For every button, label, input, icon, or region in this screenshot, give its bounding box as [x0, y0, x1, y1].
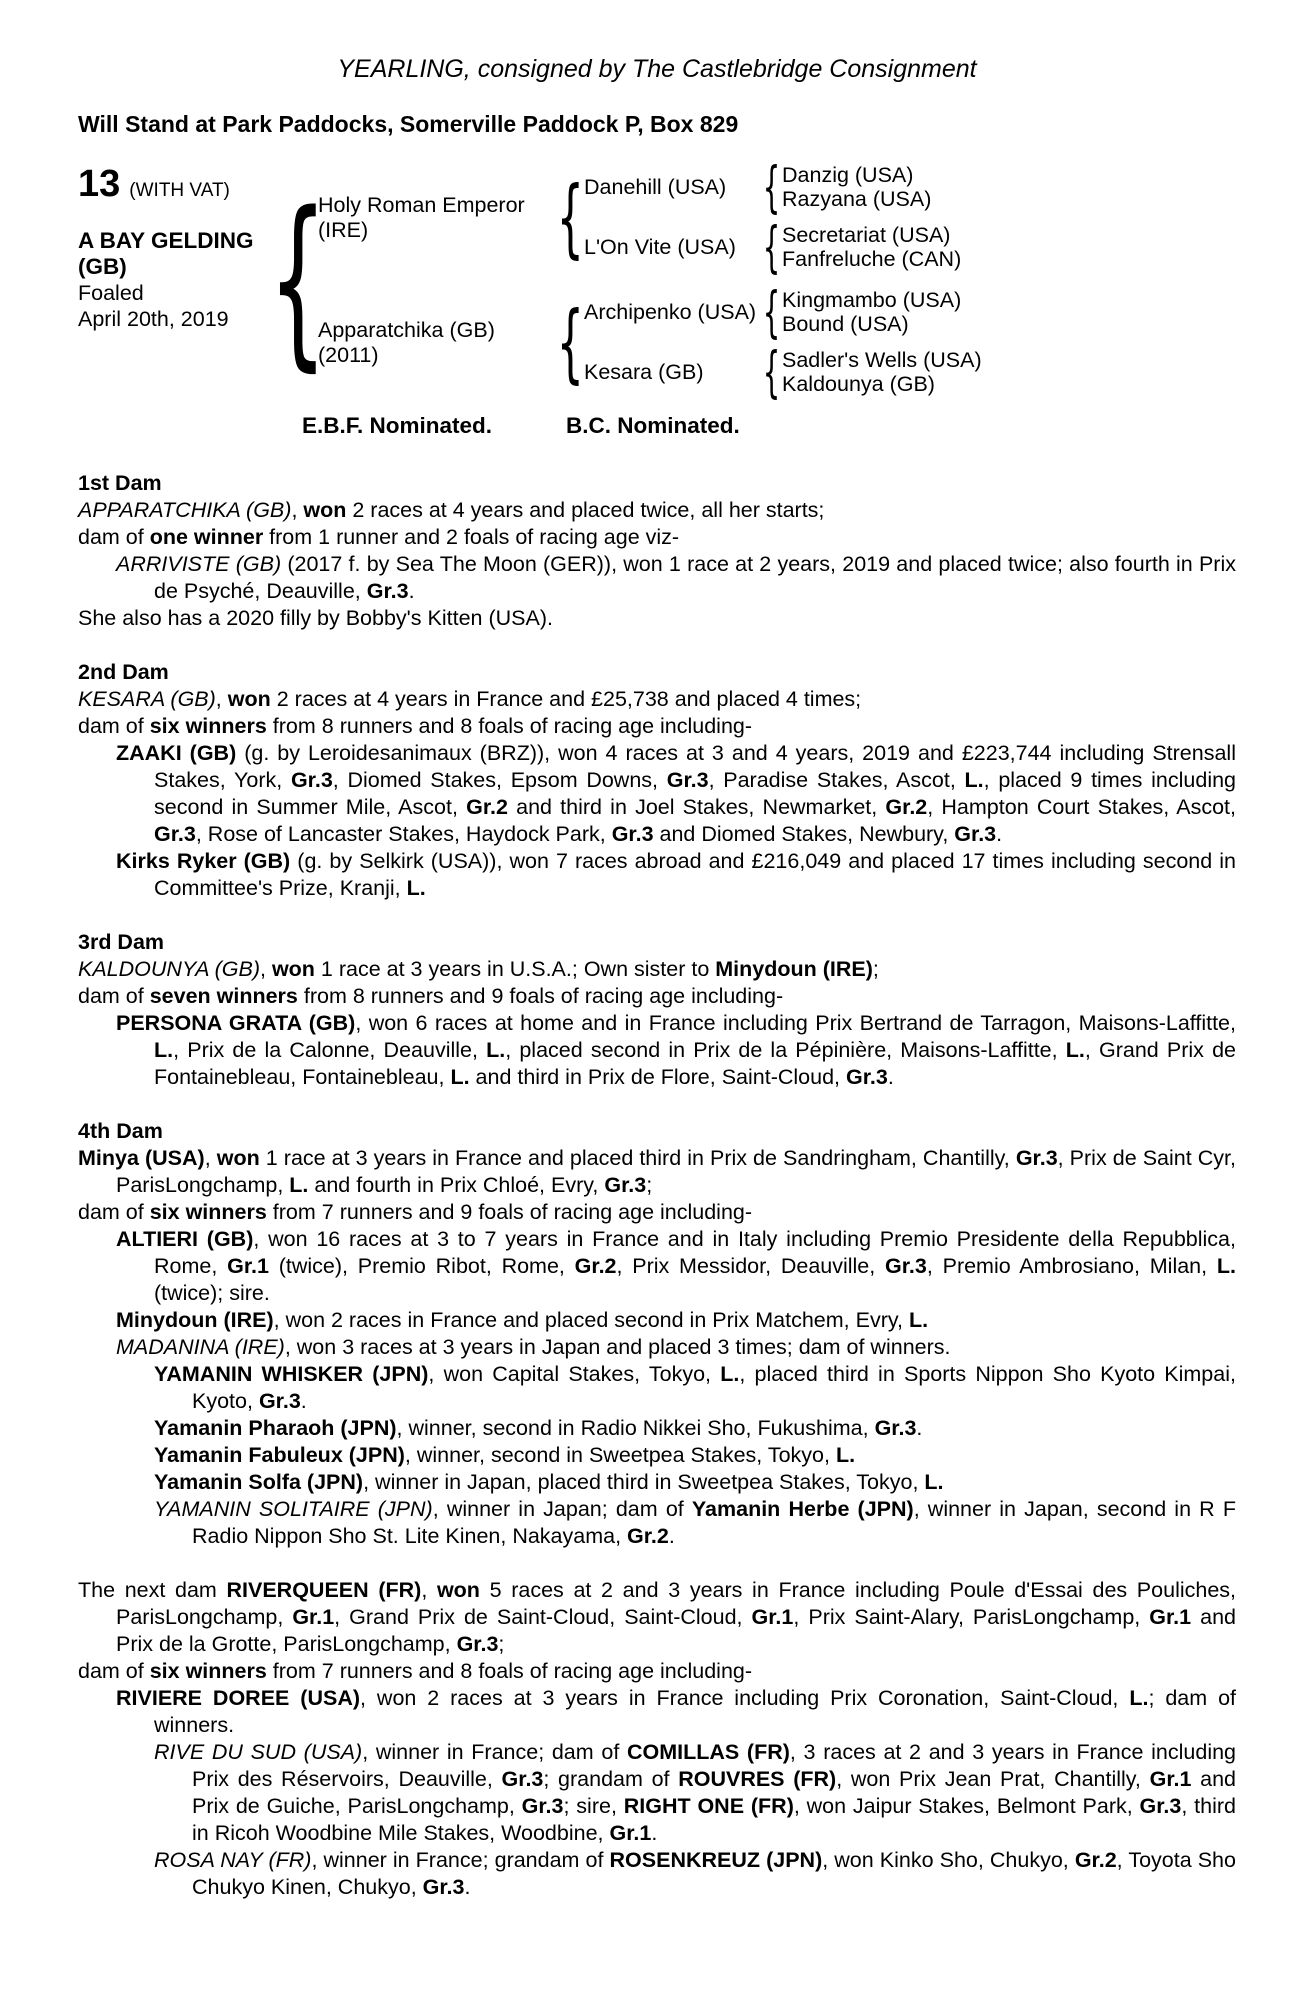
section-heading: 2nd Dam: [78, 660, 169, 684]
text-segment: Gr.1: [751, 1605, 794, 1629]
text-segment: ,: [215, 687, 228, 711]
text-segment: and third in Joel Stakes, Newmarket,: [507, 795, 886, 819]
sire-dam-name: L'On Vite (USA): [584, 235, 736, 259]
text-segment: Gr.3: [874, 1416, 917, 1440]
text-segment: COMILLAS (FR): [626, 1740, 790, 1764]
text-segment: won: [303, 498, 347, 522]
text-segment: ZAAKI (GB): [116, 741, 237, 765]
text-segment: ,: [204, 1146, 217, 1170]
text-segment: Yamanin Pharaoh (JPN): [154, 1416, 397, 1440]
text-segment: L.: [1065, 1038, 1085, 1062]
text-segment: , placed 9 times including second in Summer Mile, Ascot,: [154, 768, 1237, 819]
text-segment: 2 races at 4 years and placed twice, all her starts;: [346, 498, 825, 522]
sire-brace-icon: {: [556, 167, 584, 268]
text-segment: Gr.3: [611, 822, 654, 846]
great-granddam-name: Bound (USA): [782, 311, 909, 336]
text-segment: L.: [406, 876, 426, 900]
text-segment: , Prix Saint-Alary, ParisLongchamp,: [793, 1605, 1150, 1629]
text-segment: .: [996, 822, 1003, 846]
dam-year: (2011): [318, 342, 379, 367]
text-segment: one winner: [149, 525, 264, 549]
pedigree-paragraph: [78, 848, 1236, 902]
text-segment: dam of: [78, 714, 150, 738]
text-segment: Gr.3: [456, 1632, 499, 1656]
text-segment: Gr.3: [154, 822, 196, 846]
pedigree-paragraph: [78, 605, 1236, 632]
text-segment: Kirks Ryker (GB): [116, 849, 291, 873]
text-segment: , won Jaipur Stakes, Belmont Park,: [793, 1794, 1140, 1818]
pedigree-paragraph: [78, 1010, 1236, 1091]
pedigree-paragraph: [78, 1334, 1236, 1361]
text-segment: and Prix de Guiche, ParisLongchamp,: [192, 1767, 1236, 1818]
text-segment: from 7 runners and 8 foals of racing age including-: [266, 1659, 753, 1683]
text-segment: Gr.3: [290, 768, 333, 792]
text-segment: MADANINA (IRE): [116, 1335, 285, 1359]
text-segment: Yamanin Fabuleux (JPN): [154, 1443, 405, 1467]
text-segment: ;: [872, 957, 879, 981]
text-segment: , winner in France; dam of: [362, 1740, 627, 1764]
text-segment: Gr.1: [292, 1605, 335, 1629]
pedigree-paragraph: [78, 497, 1236, 524]
text-segment: .: [300, 1389, 307, 1413]
ebf-nomination: E.B.F. Nominated.: [302, 413, 493, 438]
text-segment: .: [887, 1065, 894, 1089]
text-segment: .: [464, 1875, 471, 1899]
pedigree-paragraph: [78, 983, 1236, 1010]
text-segment: six winners: [149, 714, 267, 738]
text-segment: won: [436, 1578, 480, 1602]
text-segment: 2 races at 4 years in France and £25,738 and placed 4 times;: [270, 687, 862, 711]
text-segment: Gr.2: [627, 1524, 669, 1548]
dam-grandparents: [584, 280, 1236, 404]
dam-cell: [316, 318, 556, 368]
text-segment: dam of: [78, 525, 150, 549]
text-segment: from 8 runners and 8 foals of racing age including-: [266, 714, 753, 738]
text-segment: ;: [498, 1632, 505, 1656]
text-segment: Gr.3: [1139, 1794, 1182, 1818]
pedigree-table: [78, 155, 1236, 404]
great-grandsire-name: Secretariat (USA): [782, 223, 951, 247]
text-segment: 1 race at 3 years in France and placed third in Prix de Sandringham, Chantilly,: [259, 1146, 1016, 1170]
text-segment: Gr.1: [609, 1821, 652, 1845]
text-segment: , winner, second in Radio Nikkei Sho, Fukushima,: [396, 1416, 875, 1440]
text-segment: L.: [908, 1308, 929, 1332]
dam-dam-brace-icon: {: [762, 340, 780, 404]
text-segment: .: [668, 1524, 675, 1548]
text-segment: , winner in Japan, second in R F Radio Nippon Sho St. Lite Kinen, Nakayama,: [192, 1497, 1236, 1548]
gen1-brace-icon: {: [268, 171, 328, 388]
text-segment: RIVERQUEEN (FR): [226, 1578, 422, 1602]
foaled-label: Foaled: [78, 281, 144, 305]
text-segment: , Grand Prix de Fontainebleau, Fontainebleau,: [154, 1038, 1236, 1089]
sire-dam-parents: [782, 224, 961, 271]
text-segment: Gr.2: [1074, 1848, 1117, 1872]
text-segment: Gr.1: [1149, 1767, 1192, 1791]
pedigree-paragraph: [78, 551, 1236, 605]
text-segment: Gr.2: [885, 795, 928, 819]
text-segment: RIGHT ONE (FR): [623, 1794, 794, 1818]
text-segment: Gr.3: [954, 822, 997, 846]
text-segment: , placed second in Prix de la Pépinière, Maisons-Laffitte,: [505, 1038, 1066, 1062]
dam-name: Apparatchika (GB): [318, 317, 495, 342]
text-segment: (2017 f. by Sea The Moon (GER)), won 1 race at 2 years, 2019 and placed twice; also fourth in Prix de Psyché, Deauville,: [154, 552, 1236, 603]
bc-nomination: B.C. Nominated.: [566, 413, 740, 438]
dam-sire-brace-icon: {: [762, 280, 780, 344]
text-segment: .: [651, 1821, 658, 1845]
text-segment: ; dam of winners.: [154, 1686, 1236, 1737]
foaled-date: April 20th, 2019: [78, 307, 229, 331]
text-segment: PERSONA GRATA (GB): [116, 1011, 356, 1035]
text-segment: KESARA (GB): [78, 687, 216, 711]
pedigree-paragraph: [78, 524, 1236, 551]
sire-sire-brace-icon: {: [762, 155, 780, 219]
pedigree-paragraph: [78, 1199, 1236, 1226]
text-segment: ARRIVISTE (GB): [116, 552, 282, 576]
text-segment: .: [916, 1416, 923, 1440]
dam-section: [78, 929, 1236, 1091]
text-segment: , won 6 races at home and in France including Prix Bertrand de Tarragon, Maisons-Laffitte,: [355, 1011, 1236, 1035]
pedigree-paragraph: [78, 1577, 1236, 1658]
text-segment: Gr.3: [846, 1065, 888, 1089]
pedigree-paragraph: [78, 1145, 1236, 1199]
pedigree-sections: [78, 470, 1236, 1901]
text-segment: , winner in Japan, placed third in Sweetpea Stakes, Tokyo,: [363, 1470, 925, 1494]
text-segment: ROUVRES (FR): [678, 1767, 837, 1791]
text-segment: Yamanin Solfa (JPN): [154, 1470, 364, 1494]
text-segment: ALTIERI (GB): [116, 1227, 254, 1251]
dam-brace-icon: {: [556, 292, 584, 393]
text-segment: L.: [289, 1173, 309, 1197]
text-segment: L.: [154, 1038, 174, 1062]
stand-location: Will Stand at Park Paddocks, Somerville Paddock P, Box 829: [78, 111, 739, 137]
text-segment: and fourth in Prix Chloé, Evry,: [308, 1173, 605, 1197]
text-segment: Minydoun (IRE): [116, 1308, 274, 1332]
text-segment: , third in Ricoh Woodbine Mile Stakes, Woodbine,: [192, 1794, 1236, 1845]
text-segment: from 8 runners and 9 foals of racing age including-: [297, 984, 784, 1008]
text-segment: from 1 runner and 2 foals of racing age viz-: [263, 525, 680, 549]
text-segment: from 7 runners and 9 foals of racing age including-: [266, 1200, 753, 1224]
text-segment: ,: [291, 498, 304, 522]
great-granddam-name: Fanfreluche (CAN): [782, 246, 962, 271]
text-segment: , 3 races at 2 and 3 years in France including Prix des Réservoirs, Deauville,: [192, 1740, 1237, 1791]
text-segment: L.: [924, 1470, 944, 1494]
sire-sire-row: [584, 155, 1236, 219]
text-segment: , Grand Prix de Saint-Cloud, Saint-Cloud,: [334, 1605, 752, 1629]
text-segment: ; grandam of: [543, 1767, 679, 1791]
text-segment: dam of: [78, 984, 150, 1008]
pedigree-paragraph: [78, 1307, 1236, 1334]
text-segment: Gr.3: [666, 768, 709, 792]
dam-dam-row: [584, 340, 1236, 404]
pedigree-paragraph: [78, 1361, 1236, 1415]
pedigree-paragraph: [78, 686, 1236, 713]
horse-description: A BAY GELDING: [78, 228, 254, 253]
text-segment: L.: [1216, 1254, 1236, 1278]
text-segment: YAMANIN SOLITAIRE (JPN): [154, 1497, 433, 1521]
lot-vat-note: (WITH VAT): [129, 180, 230, 201]
text-segment: Gr.1: [1149, 1605, 1192, 1629]
text-segment: KALDOUNYA (GB): [78, 957, 260, 981]
dam-section: [78, 1577, 1236, 1901]
dam-dam-name: Kesara (GB): [584, 360, 704, 384]
lot-number: 13: [78, 163, 121, 205]
text-segment: and Prix de la Grotte, ParisLongchamp,: [116, 1605, 1236, 1656]
text-segment: RIVE DU SUD (USA): [154, 1740, 363, 1764]
text-segment: , Prix de Saint Cyr, ParisLongchamp,: [116, 1146, 1236, 1197]
text-segment: YAMANIN WHISKER (JPN): [154, 1362, 429, 1386]
text-segment: won: [216, 1146, 260, 1170]
dam-sire-parents: [782, 289, 961, 336]
text-segment: (g. by Leroidesanimaux (BRZ)), won 4 races at 3 and 4 years, 2019 and £223,744 including Strensall Stakes, York,: [154, 741, 1236, 792]
dam-dam-parents: [782, 349, 982, 396]
text-segment: , Paradise Stakes, Ascot,: [708, 768, 965, 792]
text-segment: , Hampton Court Stakes, Ascot,: [927, 795, 1236, 819]
text-segment: dam of: [78, 1200, 150, 1224]
text-segment: , winner in Japan; dam of: [432, 1497, 692, 1521]
text-segment: Gr.3: [1015, 1146, 1058, 1170]
pedigree-paragraph: [78, 956, 1236, 983]
text-segment: L.: [486, 1038, 506, 1062]
text-segment: ROSENKREUZ (JPN): [609, 1848, 823, 1872]
text-segment: , won Prix Jean Prat, Chantilly,: [836, 1767, 1150, 1791]
lot-block: [78, 160, 280, 400]
section-heading: 3rd Dam: [78, 930, 165, 954]
text-segment: Gr.2: [466, 795, 508, 819]
text-segment: Yamanin Herbe (JPN): [691, 1497, 914, 1521]
dam-section: [78, 659, 1236, 902]
lot-number-row: [78, 164, 280, 204]
great-granddam-name: Razyana (USA): [782, 186, 932, 211]
text-segment: Gr.1: [227, 1254, 269, 1278]
text-segment: , won Capital Stakes, Tokyo,: [428, 1362, 721, 1386]
text-segment: She also has a 2020 filly by Bobby's Kitten (USA).: [78, 606, 553, 630]
text-segment: .: [408, 579, 415, 603]
sire-name: Holy Roman Emperor (IRE): [318, 192, 525, 242]
horse-description-block: [78, 228, 280, 280]
dam-section: [78, 1118, 1236, 1550]
text-segment: dam of: [78, 1659, 150, 1683]
text-segment: 5 races at 2 and 3 years in France including Poule d'Essai des Pouliches, ParisLongchamp,: [116, 1578, 1237, 1629]
text-segment: L.: [450, 1065, 470, 1089]
text-segment: (twice); sire.: [154, 1281, 270, 1305]
text-segment: six winners: [149, 1200, 267, 1224]
text-segment: Minya (USA): [78, 1146, 205, 1170]
pedigree-paragraph: [78, 1496, 1236, 1550]
text-segment: ,: [260, 957, 272, 981]
text-segment: Gr.3: [501, 1767, 544, 1791]
text-segment: Gr.3: [604, 1173, 647, 1197]
sire-dam-row: [584, 215, 1236, 279]
pedigree-paragraph: [78, 1739, 1236, 1847]
pedigree-generations: [316, 155, 1236, 404]
text-segment: and Diomed Stakes, Newbury,: [653, 822, 955, 846]
text-segment: won: [271, 957, 315, 981]
dam-sire-row: [584, 280, 1236, 344]
pedigree-paragraph: [78, 1226, 1236, 1307]
pedigree-paragraph: [78, 1658, 1236, 1685]
pedigree-paragraph: [78, 1469, 1236, 1496]
text-segment: L.: [964, 768, 984, 792]
sire-cell: [316, 193, 556, 243]
great-granddam-name: Kaldounya (GB): [782, 371, 935, 396]
section-heading: 1st Dam: [78, 471, 162, 495]
text-segment: Gr.3: [422, 1875, 465, 1899]
great-grandsire-name: Danzig (USA): [782, 163, 914, 187]
text-segment: six winners: [149, 1659, 267, 1683]
sire-sire-parents: [782, 164, 931, 211]
text-segment: , won 3 races at 3 years in Japan and placed 3 times; dam of winners.: [284, 1335, 951, 1359]
dam-sire-name: Archipenko (USA): [584, 300, 757, 324]
pedigree-paragraph: [78, 1442, 1236, 1469]
text-segment: , Toyota Sho Chukyo Kinen, Chukyo,: [192, 1848, 1236, 1899]
pedigree-paragraph: [78, 1847, 1236, 1901]
pedigree-paragraph: [78, 1685, 1236, 1739]
text-segment: , Prix Messidor, Deauville,: [616, 1254, 886, 1278]
pedigree-paragraph: [78, 713, 1236, 740]
sire-grandparents: [584, 155, 1236, 279]
nominations-row: [78, 412, 1236, 439]
text-segment: , won 16 races at 3 to 7 years in France and in Italy including Premio Presidente della Repubblica, Rome,: [154, 1227, 1236, 1278]
text-segment: , winner in France; grandam of: [311, 1848, 610, 1872]
text-segment: , Diomed Stakes, Epsom Downs,: [332, 768, 667, 792]
text-segment: ;: [646, 1173, 653, 1197]
text-segment: L.: [720, 1362, 740, 1386]
sire-dam-brace-icon: {: [762, 215, 780, 279]
text-segment: L.: [835, 1443, 856, 1467]
great-grandsire-name: Sadler's Wells (USA): [782, 348, 982, 372]
text-segment: seven winners: [149, 984, 298, 1008]
text-segment: won: [227, 687, 271, 711]
consignment-title: YEARLING, consigned by The Castlebridge Consignment: [337, 55, 977, 83]
text-segment: Gr.3: [258, 1389, 301, 1413]
section-heading: 4th Dam: [78, 1119, 163, 1143]
text-segment: (g. by Selkirk (USA)), won 7 races abroad and £216,049 and placed 17 times including second in Committee's Prize, Kranji,: [154, 849, 1236, 900]
text-segment: ; sire,: [563, 1794, 624, 1818]
pedigree-paragraph: [78, 1415, 1236, 1442]
text-segment: , won Kinko Sho, Chukyo,: [822, 1848, 1075, 1872]
great-grandsire-name: Kingmambo (USA): [782, 288, 962, 312]
horse-country: (GB): [78, 254, 127, 279]
text-segment: The next dam: [78, 1578, 227, 1602]
text-segment: L.: [1129, 1686, 1149, 1710]
sire-sire-name: Danehill (USA): [584, 175, 727, 199]
text-segment: , Premio Ambrosiano, Milan,: [926, 1254, 1217, 1278]
text-segment: Gr.3: [521, 1794, 564, 1818]
text-segment: ROSA NAY (FR): [154, 1848, 312, 1872]
dam-branch: [316, 280, 1236, 404]
text-segment: RIVIERE DOREE (USA): [116, 1686, 361, 1710]
text-segment: , placed third in Sports Nippon Sho Kyoto Kimpai, Kyoto,: [192, 1362, 1236, 1413]
text-segment: Gr.3: [885, 1254, 927, 1278]
text-segment: APPARATCHIKA (GB): [78, 498, 292, 522]
text-segment: Minydoun (IRE): [715, 957, 873, 981]
dam-section: [78, 470, 1236, 632]
text-segment: 1 race at 3 years in U.S.A.; Own sister to: [314, 957, 716, 981]
sire-branch: [316, 155, 1236, 279]
text-segment: , won 2 races at 3 years in France including Prix Coronation, Saint-Cloud,: [360, 1686, 1130, 1710]
text-segment: ,: [421, 1578, 437, 1602]
text-segment: , winner, second in Sweetpea Stakes, Tokyo,: [404, 1443, 836, 1467]
text-segment: , Prix de la Calonne, Deauville,: [173, 1038, 487, 1062]
text-segment: (twice), Premio Ribot, Rome,: [268, 1254, 575, 1278]
text-segment: Gr.2: [574, 1254, 617, 1278]
foaled-block: [78, 280, 280, 332]
text-segment: and third in Prix de Flore, Saint-Cloud,: [469, 1065, 846, 1089]
text-segment: Gr.3: [366, 579, 409, 603]
text-segment: , Rose of Lancaster Stakes, Haydock Park,: [195, 822, 612, 846]
pedigree-paragraph: [78, 740, 1236, 848]
text-segment: , won 2 races in France and placed second in Prix Matchem, Evry,: [273, 1308, 909, 1332]
